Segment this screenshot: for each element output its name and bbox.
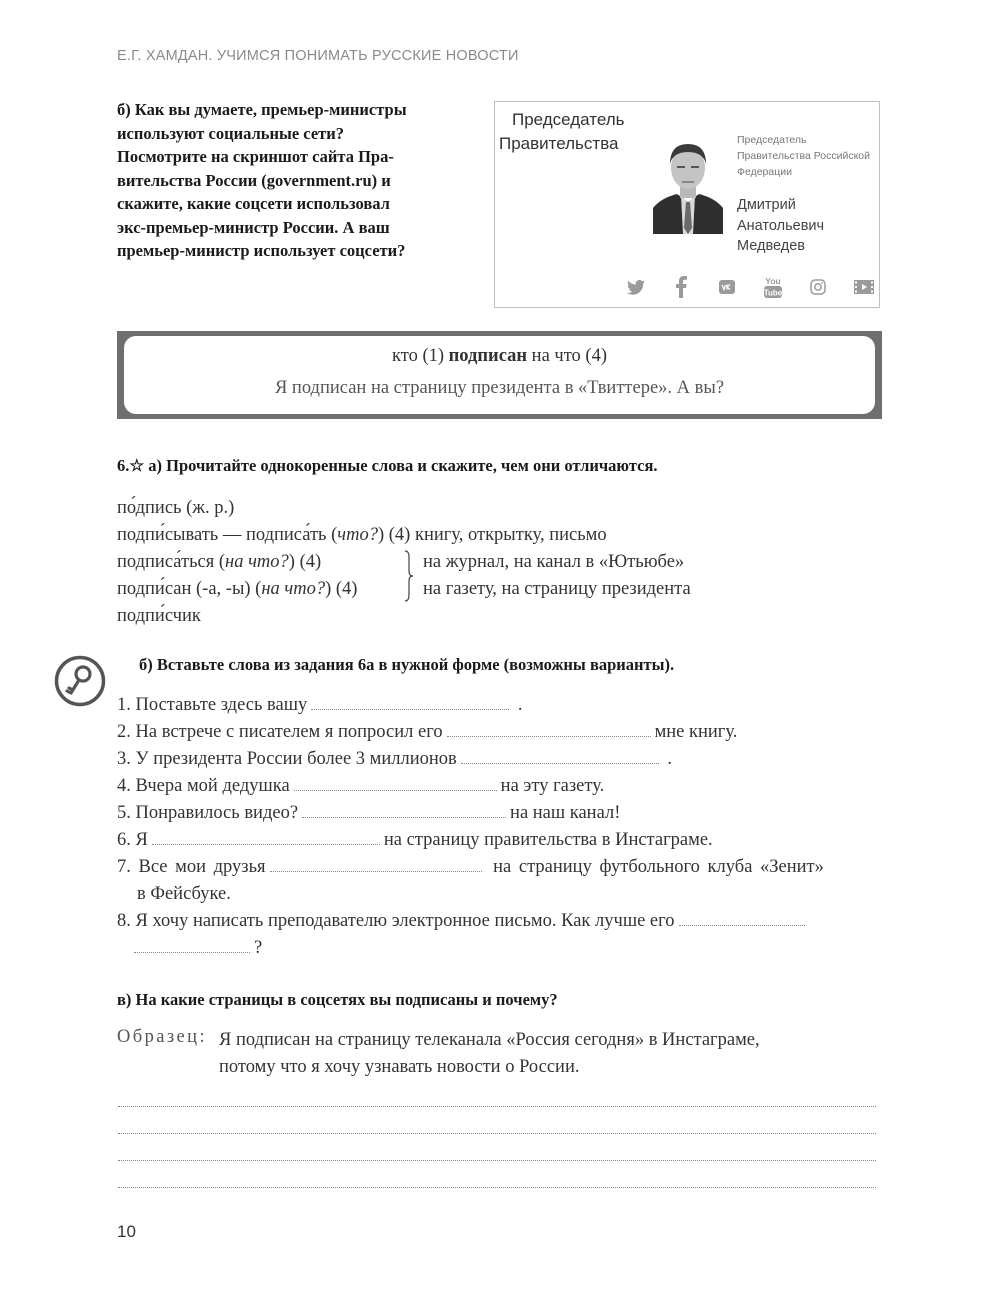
answer-blank[interactable] [461, 749, 659, 764]
grammar-example: Я подписан на страницу президента в «Твиттере». А вы? [274, 378, 725, 398]
sample-line: потому что я хочу узнавать новости о России. [219, 1057, 580, 1077]
exercise-item [117, 908, 882, 935]
answer-blank[interactable] [270, 857, 482, 872]
question-line: б) Как вы думаете, премьер-министры [117, 100, 407, 119]
curly-brace [403, 549, 415, 603]
answer-line[interactable] [118, 1106, 876, 1107]
grammar-pre: кто (1) [391, 346, 449, 366]
exercise-item [117, 692, 882, 719]
exercise-item [117, 773, 882, 800]
usage-line: на газету, на страницу президента [423, 579, 691, 599]
exercise-text: 1. Поставьте здесь вашу [117, 695, 308, 715]
video-icon[interactable] [853, 275, 875, 299]
exercise-text: 4. Вчера мой дедушка [117, 776, 290, 796]
name-line: Дмитрий [737, 197, 796, 213]
exercise-item-continuation [117, 881, 882, 908]
vocab-question: на что? [261, 579, 326, 599]
youtube-icon[interactable] [762, 275, 784, 299]
answer-blank[interactable] [294, 776, 497, 791]
facebook-icon[interactable] [671, 275, 693, 299]
position-line: Председатель [737, 134, 807, 146]
task-6a-title: 6.☆ а) Прочитайте однокоренные слова и скажите, чем они отличаются. [117, 456, 658, 475]
exercise-text: 3. У президента России более 3 миллионов [117, 749, 457, 769]
twitter-icon[interactable] [625, 275, 647, 299]
card-title-line: Правительства [499, 134, 619, 153]
exercise-text: на эту газету. [500, 776, 605, 796]
vk-icon[interactable] [716, 275, 738, 299]
exercise-text: 6. Я [117, 830, 148, 850]
position-title [737, 132, 870, 180]
exercise-item [117, 746, 882, 773]
sample-answer [219, 1027, 760, 1081]
name-line: Медведев [737, 238, 805, 254]
answer-blank[interactable] [311, 695, 509, 710]
exercise-item [117, 827, 882, 854]
question-line: экс-премьер-министр России. А ваш [117, 217, 390, 237]
exercise-text: . [517, 695, 523, 715]
answer-line[interactable] [118, 1133, 876, 1134]
vocab-text: ) (4) [288, 552, 322, 572]
vocab-text: ) (4) [325, 579, 358, 599]
answer-line[interactable] [118, 1160, 876, 1161]
grammar-post: на что (4) [527, 346, 607, 366]
card-title [499, 108, 625, 156]
portrait-photo [653, 136, 723, 234]
question-line: вительства России (government.ru) и [117, 170, 391, 190]
key-icon [54, 655, 106, 707]
grammar-box [117, 331, 882, 419]
running-header: Е.Г. ХАМДАН. УЧИМСЯ ПОНИМАТЬ РУССКИЕ НОВОСТИ [117, 48, 519, 64]
card-title-line: Председатель [512, 110, 625, 129]
vocab-text: подписа́ться ( [117, 552, 226, 572]
grammar-pattern [124, 346, 875, 367]
government-site-screenshot [494, 101, 880, 308]
exercise-item [117, 854, 882, 881]
exercise-text: на страницу футбольного клуба «Зенит» [493, 857, 824, 877]
vocab-text: ) (4) книгу, открытку, письмо [377, 525, 607, 545]
exercise-item [117, 719, 882, 746]
exercise-text: 7. Все мои друзья [117, 857, 266, 877]
task-5b-question [117, 98, 479, 263]
sample-label: Образец: [117, 1027, 207, 1047]
vocab-item: по́дпись (ж. р.) [117, 498, 235, 518]
position-line: Правительства Российской [737, 150, 871, 162]
exercise-list [117, 692, 882, 962]
exercise-text: 2. На встрече с писателем я попросил его [117, 722, 443, 742]
question-line: используют социальные сети? [117, 123, 345, 143]
vocab-item [117, 522, 607, 549]
answer-blank[interactable] [134, 938, 250, 953]
exercise-item-continuation [117, 935, 882, 962]
person-name [737, 195, 824, 257]
page-number: 10 [117, 1222, 136, 1241]
answer-blank[interactable] [447, 722, 651, 737]
position-line: Федерации [737, 166, 792, 178]
vocab-usage [423, 549, 691, 603]
vocab-question: на что? [225, 552, 289, 572]
name-line: Анатольевич [737, 217, 825, 234]
exercise-text: мне книгу. [654, 722, 738, 742]
exercise-item [117, 800, 882, 827]
social-links [625, 272, 875, 302]
task-6b-title: б) Вставьте слова из задания 6а в нужной форме (возможны варианты). [139, 655, 675, 674]
exercise-text: 5. Понравилось видео? [117, 803, 299, 823]
sample-line: Я подписан на страницу телеканала «Россия сегодня» в Инстаграме, [219, 1030, 760, 1050]
exercise-text: ? [254, 938, 263, 958]
exercise-text: 8. Я хочу написать преподавателю электронное письмо. Как лучше его [117, 911, 675, 931]
vocab-question: что? [337, 525, 378, 545]
question-line: премьер-министр использует соцсети? [117, 241, 406, 260]
instagram-icon[interactable] [807, 275, 829, 299]
vocab-text: подпи́сывать — подписа́ть ( [117, 525, 338, 545]
exercise-text: в Фейсбуке. [137, 884, 231, 904]
svg-text:You: You [765, 276, 781, 286]
usage-line: на журнал, на канал в «Ютьюбе» [423, 552, 685, 572]
grammar-keyword: подписан [448, 346, 528, 366]
answer-line[interactable] [118, 1187, 876, 1188]
answer-blank[interactable] [302, 803, 506, 818]
answer-blank[interactable] [679, 911, 805, 926]
exercise-text: на наш канал! [510, 803, 621, 823]
question-line: скажите, какие соцсети использовал [117, 194, 390, 213]
task-6c-title: в) На какие страницы в соцсетях вы подписаны и почему? [117, 990, 558, 1009]
vocab-text: подпи́сан (-а, -ы) ( [117, 579, 262, 599]
grammar-box-inner [124, 336, 875, 414]
exercise-text: . [667, 749, 673, 769]
vocab-item: подпи́счик [117, 606, 201, 626]
exercise-text: на страницу правительства в Инстаграме. [383, 830, 713, 850]
question-line: Посмотрите на скриншот сайта Пра- [117, 147, 394, 166]
svg-text:Tube: Tube [763, 288, 783, 298]
answer-blank[interactable] [152, 830, 380, 845]
